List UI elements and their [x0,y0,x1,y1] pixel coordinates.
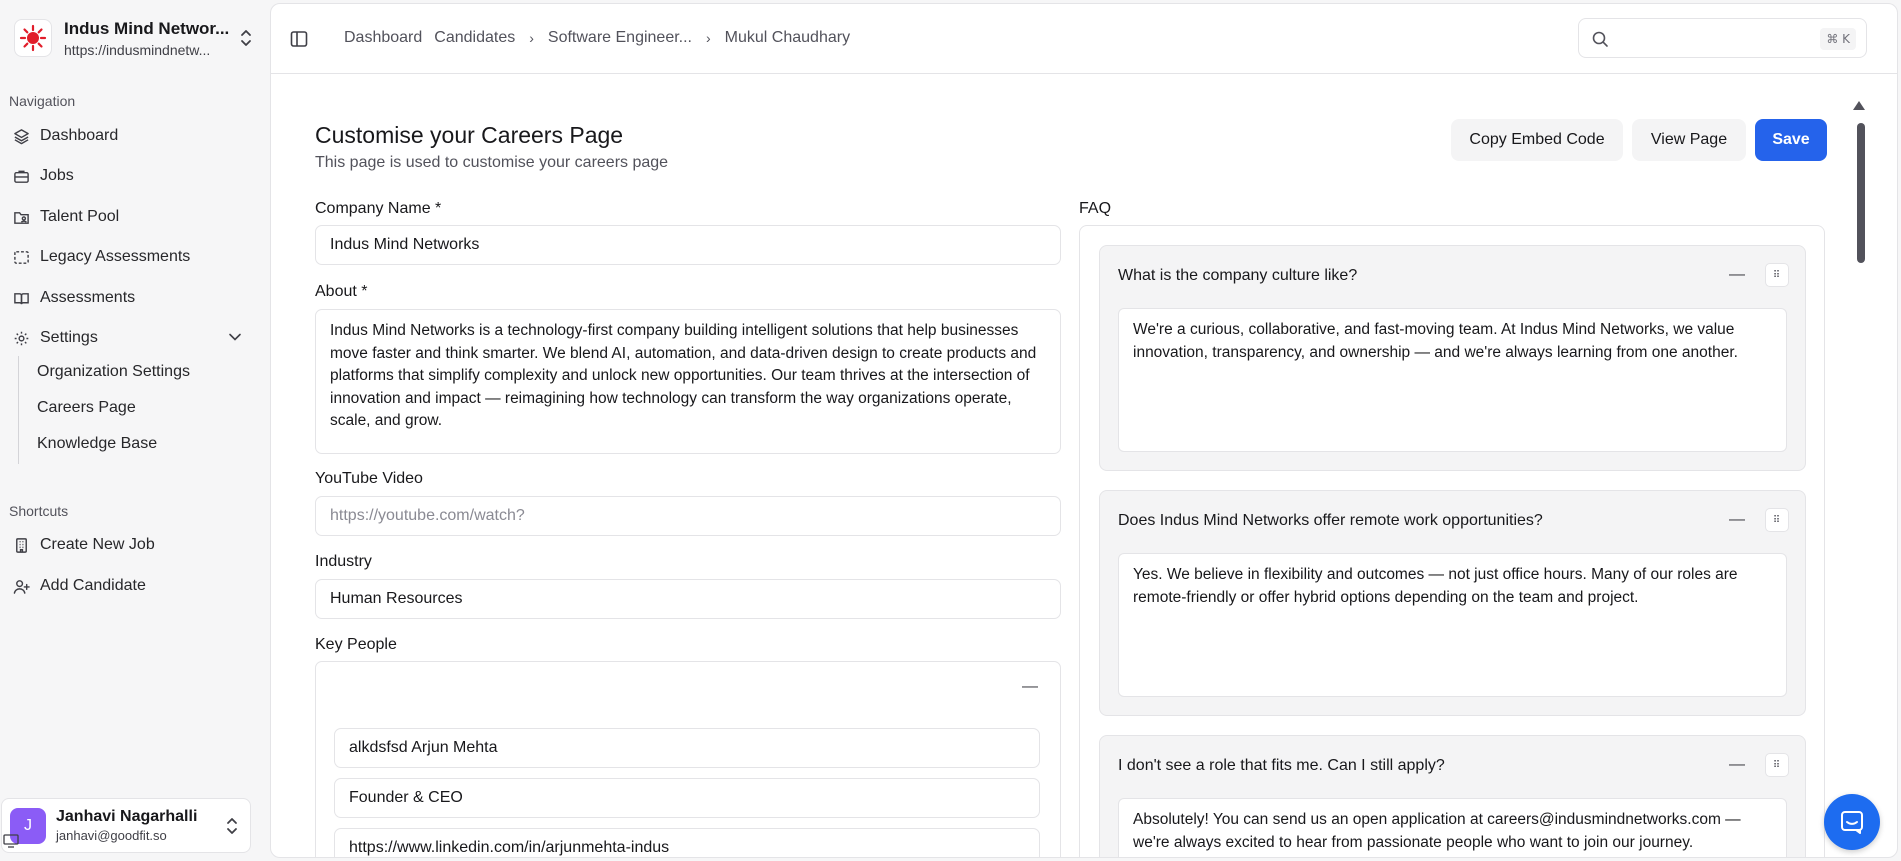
youtube-label: YouTube Video [315,470,423,487]
book-icon [11,288,31,308]
youtube-field[interactable]: https://youtube.com/watch? [315,496,1061,536]
save-button[interactable]: Save [1755,119,1827,161]
org-logo [14,19,52,57]
user-plus-icon [11,576,31,596]
topbar [271,4,1897,74]
breadcrumb-candidate[interactable]: Mukul Chaudhary [724,29,851,46]
company-name-field[interactable]: Indus Mind Networks [315,225,1061,265]
sidebar-item-label: Legacy Assessments [40,248,191,265]
faq-item [1099,735,1806,858]
user-menu[interactable] [1,798,251,853]
sidebar-item-organization-settings[interactable]: Organization Settings [37,363,190,380]
copy-embed-code-button[interactable]: Copy Embed Code [1451,119,1623,161]
drag-handle-icon[interactable]: ⠿ [1765,753,1789,777]
faq-label: FAQ [1079,200,1112,217]
shortcut-create-new-job[interactable] [8,527,254,563]
shortcuts-section-label: Shortcuts [9,503,69,519]
org-name: Indus Mind Networ... [64,18,230,38]
building-icon [11,535,31,555]
faq-question[interactable]: Does Indus Mind Networks offer remote work opportunities? [1118,512,1543,529]
page-title: Customise your Careers Page [315,122,624,148]
monitor-icon [3,833,19,849]
collapse-button[interactable]: — [1729,511,1745,528]
about-textarea[interactable]: Indus Mind Networks is a technology-first company building intelligent solutions that help businesses move faster and think smarter. We blend AI, automation, and data-driven design to create products and platforms that simplify complexity and unlock new opportunities. Our team thrives at the intersection of innovation and impact — reimagining how technology can transform the way organizations operate, scale, and grow. [315,309,1061,454]
user-email: janhavi@goodfit.so [56,828,167,843]
collapse-button[interactable]: — [1729,266,1745,283]
search-input[interactable] [1578,18,1867,58]
sidebar-item-talent-pool[interactable] [8,199,254,235]
faq-answer[interactable]: We're a curious, collaborative, and fast-moving team. At Indus Mind Networks, we value innovation, transparency, and ownership — and we're always learning from one another. [1118,308,1787,452]
collapse-button[interactable]: — [1729,756,1745,773]
faq-question[interactable]: What is the company culture like? [1118,267,1358,284]
shortcut-label: Create New Job [40,536,155,553]
briefcase-icon [11,166,31,186]
chevron-right-icon: › [529,30,534,46]
collapse-button[interactable]: — [1022,678,1038,695]
company-name-label: Company Name * [315,200,442,217]
avatar: J [10,808,46,844]
faq-answer[interactable]: Absolutely! You can send us an open application at careers@indusmindnetworks.com — we're always excited to hear from passionate people who want to join our journey. [1118,798,1787,858]
nav-section-label: Navigation [9,93,76,109]
drag-handle-icon[interactable]: ⠿ [1765,263,1789,287]
search-icon [1591,30,1609,48]
faq-item [1099,490,1806,716]
faq-list [1079,225,1825,858]
about-label: About * [315,283,368,300]
chevrons-up-down-icon [222,814,242,838]
industry-label: Industry [315,553,372,570]
sidebar-item-legacy-assessments[interactable] [8,239,254,275]
sidebar-item-settings[interactable] [8,320,254,356]
scrollbar-thumb[interactable] [1857,123,1865,263]
settings-subnav [18,356,254,464]
key-person-name-field[interactable]: alkdsfsd Arjun Mehta [334,728,1040,768]
chevron-down-icon [228,330,242,349]
sidebar-item-assessments[interactable] [8,280,254,316]
industry-field[interactable]: Human Resources [315,579,1061,619]
key-person-link-field[interactable]: https://www.linkedin.com/in/arjunmehta-indus [334,828,1040,858]
breadcrumb-dashboard[interactable]: Dashboard [344,29,423,46]
chevron-right-icon: › [706,30,711,46]
sidebar-item-jobs[interactable] [8,158,254,194]
breadcrumb-job[interactable]: Software Engineer... [547,29,692,46]
chat-support-button[interactable] [1824,794,1880,850]
faq-answer[interactable]: Yes. We believe in flexibility and outcomes — not just office hours. Many of our roles are remote-friendly or offer hybrid options depending on the team and project. [1118,553,1787,697]
key-people-card [315,661,1061,858]
sidebar-item-label: Settings [40,329,98,346]
sidebar-item-label: Assessments [40,289,136,306]
breadcrumb-candidates[interactable]: Candidates [434,29,516,46]
sidebar-item-label: Talent Pool [40,208,120,225]
main-panel [270,3,1898,858]
sidebar-item-dashboard[interactable] [8,118,254,154]
sidebar-item-careers-page[interactable]: Careers Page [37,399,136,416]
sidebar-item-label: Dashboard [40,127,119,144]
view-page-button[interactable]: View Page [1632,119,1746,161]
scroll-up-arrow[interactable] [1853,101,1865,110]
user-name: Janhavi Nagarhalli [56,808,198,825]
faq-item [1099,245,1806,471]
shortcut-label: Add Candidate [40,577,146,594]
sidebar-item-knowledge-base[interactable]: Knowledge Base [37,435,158,452]
drag-handle-icon[interactable]: ⠿ [1765,508,1789,532]
key-people-label: Key People [315,636,397,653]
chevrons-up-down-icon [236,26,256,50]
layers-icon [11,126,31,146]
search-shortcut: ⌘ K [1820,28,1856,50]
key-person-role-field[interactable]: Founder & CEO [334,778,1040,818]
shortcut-add-candidate[interactable] [8,568,254,604]
dashed-box-icon [11,247,31,267]
breadcrumb [344,29,850,47]
folder-user-icon [11,207,31,227]
sidebar-toggle-icon[interactable] [289,29,309,49]
org-url: https://indusmindnetw... [64,41,211,58]
page-subtitle: This page is used to customise your careers page [315,154,669,171]
gear-icon [11,328,31,348]
sidebar [0,0,270,861]
org-switcher[interactable] [8,8,262,68]
faq-question[interactable]: I don't see a role that fits me. Can I still apply? [1118,757,1445,774]
sidebar-item-label: Jobs [40,167,74,184]
chat-icon [1838,808,1866,836]
